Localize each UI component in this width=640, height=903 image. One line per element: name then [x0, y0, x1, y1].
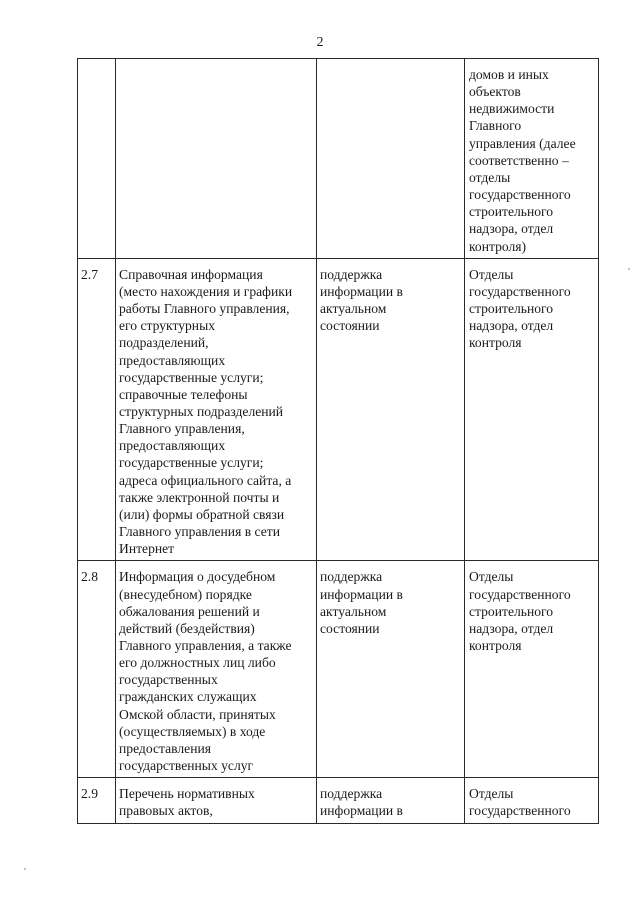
table-row: [78, 59, 599, 259]
cell-text-line: структурных подразделений: [119, 403, 284, 419]
cell-text-line: государственных: [119, 672, 218, 688]
cell-text-line: Отделы: [469, 569, 514, 585]
cell-text-line: поддержка: [320, 786, 383, 802]
row-number-cell: [78, 778, 116, 824]
procedure-cell: [317, 59, 465, 259]
cell-text-line: государственные услуги;: [119, 455, 264, 471]
scan-speck: [628, 268, 630, 270]
cell-text-line: (или) формы обратной связи: [119, 506, 285, 522]
information-cell: [116, 258, 317, 561]
cell-text-line: контроля: [469, 638, 522, 653]
procedure-cell: [317, 778, 465, 824]
cell-text-line: гражданских служащих: [119, 689, 257, 705]
cell-text-line: Информация о досудебном: [119, 569, 276, 585]
cell-text-line: предоставляющих: [119, 352, 226, 368]
page-number: 2: [316, 35, 324, 50]
row-number: 2.8: [81, 569, 98, 585]
row-number-cell: [78, 561, 116, 778]
cell-text-line: состоянии: [320, 620, 380, 636]
cell-text-line: (место нахождения и графики: [119, 283, 293, 299]
cell-text-line: поддержка: [320, 266, 383, 282]
cell-text-line: также электронной почты и: [119, 489, 280, 505]
cell-text-line: Главного: [469, 118, 522, 134]
cell-text-line: Интернет: [119, 541, 175, 557]
cell-text-line: государственных услуг: [119, 758, 254, 774]
cell-text-line: (внесудебном) порядке: [119, 586, 252, 602]
cell-text-line: справочные телефоны: [119, 386, 248, 402]
information-cell: [116, 59, 317, 259]
cell-text-line: Справочная информация: [119, 266, 263, 282]
procedure-cell: [317, 258, 465, 561]
cell-text-line: Главного управления,: [119, 421, 245, 437]
procedure-cell: [317, 561, 465, 778]
cell-text-line: государственного: [469, 586, 571, 602]
cell-text-line: надзора, отдел: [469, 318, 554, 334]
table-row: [78, 778, 599, 824]
cell-text-line: надзора, отдел: [469, 620, 554, 636]
cell-text-line: государственные услуги;: [119, 369, 264, 385]
cell-text-line: объектов: [469, 84, 521, 100]
cell-text-line: контроля): [469, 238, 527, 254]
document-table: [77, 58, 599, 824]
cell-text-line: предоставляющих: [119, 438, 226, 454]
cell-text-line: адреса официального сайта, а: [119, 472, 292, 488]
cell-text-line: (осуществляемых) в ходе: [119, 723, 266, 739]
responsible-cell: [465, 59, 599, 259]
cell-text-line: его структурных: [119, 318, 216, 334]
cell-text-line: отделы: [469, 169, 511, 185]
cell-text-line: действий (бездействия): [119, 620, 255, 636]
cell-text-line: подразделений,: [119, 335, 209, 351]
cell-text-line: актуальном: [320, 301, 387, 317]
cell-text-line: его должностных лиц либо: [119, 655, 276, 671]
cell-text-line: Омской области, принятых: [119, 706, 276, 722]
cell-text-line: обжалования решений и: [119, 603, 260, 619]
cell-text-line: Отделы: [469, 266, 514, 282]
information-cell: [116, 561, 317, 778]
cell-text-line: информации в: [320, 283, 403, 299]
row-number-cell: [78, 258, 116, 561]
cell-text-line: Отделы: [469, 786, 514, 802]
cell-text-line: строительного: [469, 603, 554, 619]
cell-text-line: работы Главного управления,: [119, 301, 290, 317]
information-cell: [116, 778, 317, 824]
responsible-cell: [465, 778, 599, 824]
cell-text-line: поддержка: [320, 569, 383, 585]
cell-text-line: Главного управления в сети: [119, 524, 281, 540]
responsible-cell: [465, 561, 599, 778]
cell-text-line: управления (далее: [469, 135, 576, 151]
cell-text-line: контроля: [469, 335, 522, 351]
cell-text-line: информации в: [320, 586, 403, 602]
cell-text-line: правовых актов,: [119, 803, 213, 819]
cell-text-line: предоставления: [119, 740, 212, 756]
cell-text-line: государственного: [469, 187, 571, 203]
cell-text-line: Перечень нормативных: [119, 786, 255, 802]
cell-text-line: надзора, отдел: [469, 221, 554, 237]
cell-text-line: государственного: [469, 283, 571, 299]
table-row: [78, 561, 599, 778]
cell-text-line: соответственно –: [469, 152, 569, 168]
cell-text-line: недвижимости: [469, 101, 555, 117]
cell-text-line: государственного: [469, 803, 571, 819]
cell-text-line: строительного: [469, 204, 554, 220]
cell-text-line: Главного управления, а также: [119, 638, 292, 653]
scan-speck: [24, 868, 26, 870]
table-row: [78, 258, 599, 561]
cell-text-line: состоянии: [320, 318, 380, 334]
responsible-cell: [465, 258, 599, 561]
cell-text-line: домов и иных: [469, 67, 549, 82]
row-number: 2.7: [81, 266, 98, 282]
cell-text-line: строительного: [469, 301, 554, 317]
row-number: 2.9: [81, 786, 98, 802]
row-number-cell: [78, 59, 116, 259]
cell-text-line: информации в: [320, 803, 403, 819]
cell-text-line: актуальном: [320, 603, 387, 619]
